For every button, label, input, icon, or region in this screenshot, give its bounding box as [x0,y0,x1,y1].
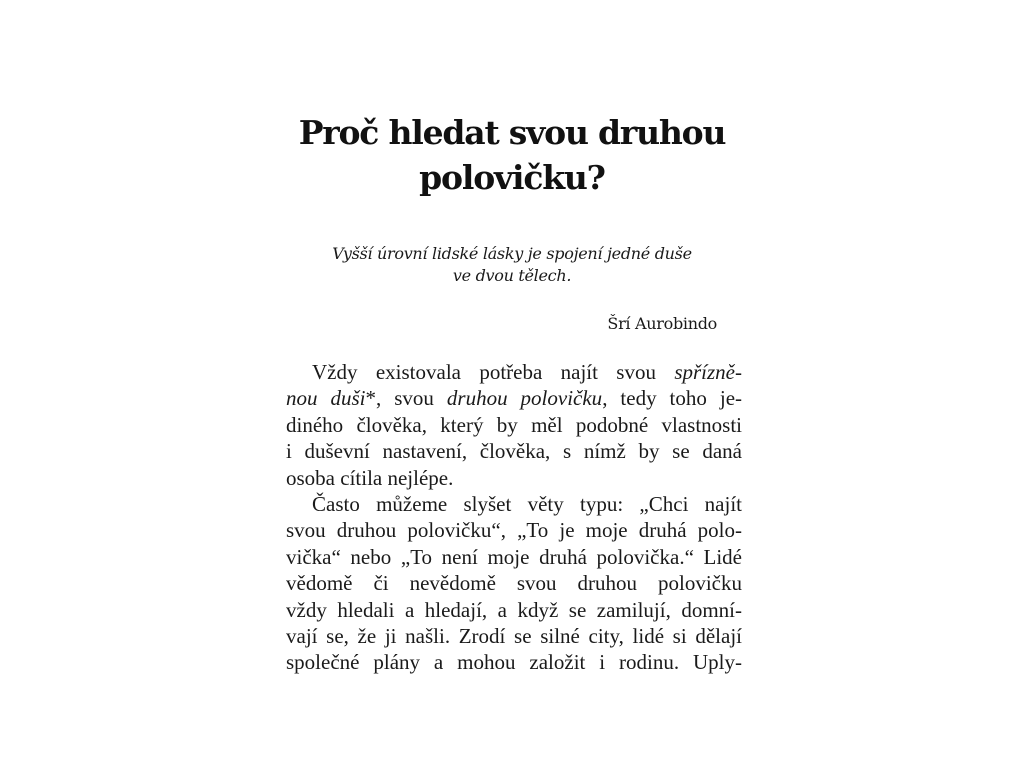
paragraph-2-line-1: Často můžeme slyšet věty typu: „Chci najít [312,491,742,516]
paragraph-2-line-7: společné plány a mohou založit i rodinu. Uply- [286,650,742,675]
paragraph-1-line-5: osoba cítila nejlépe. [286,465,454,490]
chapter-title-line-1: Proč hledat svou druhou [298,113,726,152]
body-text [286,359,742,676]
epigraph-line-2: ve dvou tělech. [452,266,572,285]
epigraph-author: Šrí Aurobindo [607,314,717,333]
paragraph-1-line-3: diného člověka, který by měl podobné vlastnosti [286,412,742,437]
text-run: *, svou [365,386,447,411]
paragraph-2-line-2: svou druhou polovičku“, „To je moje druhá polo- [286,518,742,543]
paragraph-1-line-4: i duševní nastavení, člověka, s nímž by se daná [286,439,742,464]
paragraph-2-line-3: vička“ nebo „To není moje druhá polovička.“ Lidé [286,544,742,569]
epigraph-line-1: Vyšší úrovní lidské lásky je spojení jedné duše [332,244,692,263]
text-run: Vždy existovala potřeba najít svou [312,360,675,384]
chapter-title [0,110,1024,200]
paragraph-2-line-5: vždy hledali a hledají, a když se zamilují, domní- [286,597,742,622]
paragraph-1-line-1 [286,359,742,385]
epigraph [0,243,1024,287]
emphasis-run: spřízně- [674,360,742,384]
chapter-title-line-2: polovičku? [419,158,605,197]
emphasis-run: druhou polovičku [446,386,603,411]
paragraph-1-line-2 [286,385,742,411]
text-run: , tedy toho je- [602,386,743,411]
paragraph-2-line-4: vědomě či nevědomě svou druhou polovičku [286,571,742,596]
emphasis-run: nou duši [286,386,366,411]
paragraph-2-line-6: vají se, že ji našli. Zrodí se silné city, lidé si dělají [286,623,742,648]
